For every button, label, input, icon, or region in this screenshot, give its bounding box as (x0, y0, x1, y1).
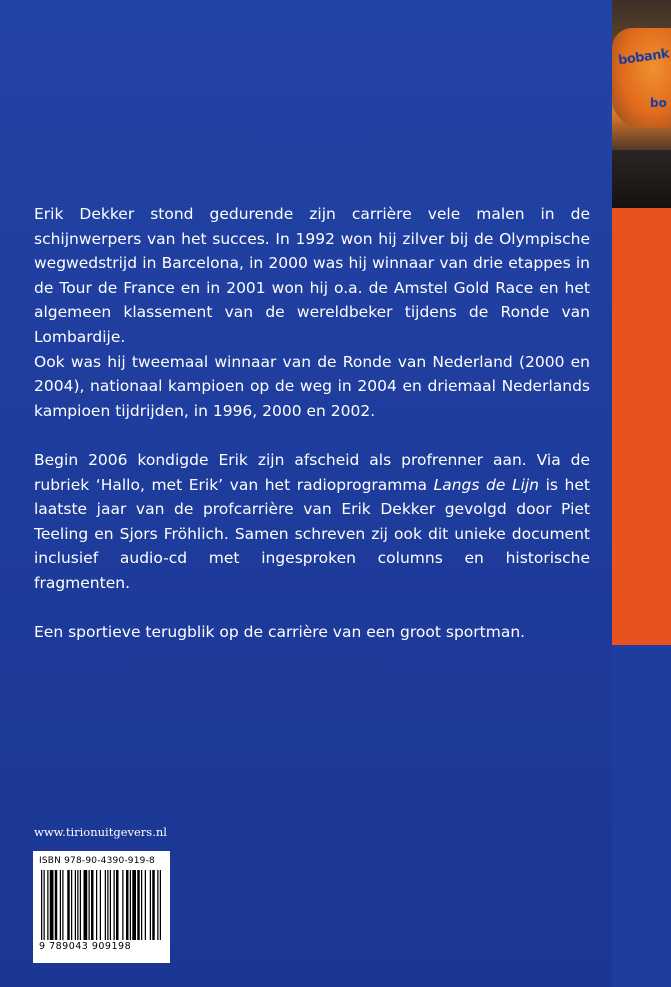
barcode-bar (137, 870, 140, 940)
blue-side-band (612, 645, 671, 987)
barcode-bar (89, 870, 90, 940)
barcode-bar (80, 870, 81, 940)
barcode-bar (44, 870, 45, 940)
blurb-paragraph-2 (34, 448, 590, 596)
orange-side-band (612, 208, 671, 645)
bike-shadow (612, 150, 671, 208)
jersey-logo-text-lower: bo (650, 96, 667, 110)
publisher-url: www.tirionuitgevers.nl (34, 825, 167, 839)
barcode-bar (41, 870, 42, 940)
barcode-bar (107, 870, 108, 940)
jersey-logo-text: bobank (617, 46, 671, 69)
isbn-barcode-box (33, 851, 170, 963)
barcode-bar (105, 870, 106, 940)
barcode-bar (152, 870, 155, 940)
barcode-bar (110, 870, 111, 940)
blurb-paragraph-1b: Ook was hij tweemaal winnaar van de Ronde van Nederland (2000 en 2004), nationaal kampioen op de weg in 2004 en driemaal Nederlands kampioen tijdrijden, in 1996, 2000 en 2002. (34, 352, 590, 420)
blurb-paragraph-3: Een sportieve terugblik op de carrière van een groot sportman. (34, 623, 526, 642)
barcode-bar (71, 870, 72, 940)
barcode-bar (116, 870, 119, 940)
barcode-bar (50, 870, 54, 940)
blurb-paragraph-2-end: is het laatste jaar van de profcarrière van Erik Dekker gevolgd door Piet Teeling en Sjors Fröhlich. Samen schreven zij ook dit unieke document inclusief audio-cd met ingesproken columns en historische fragmenten. (34, 475, 590, 592)
orange-jersey (612, 28, 671, 128)
barcode-bar (67, 870, 70, 940)
isbn-label: ISBN 978-90-4390-919-8 (39, 856, 155, 866)
barcode-bar (91, 870, 94, 940)
barcode-bar (157, 870, 158, 940)
barcode-bar (55, 870, 58, 940)
blurb-paragraph-1a: Erik Dekker stond gedurende zijn carrière vele malen in de schijnwerpers van het succes. In 1992 won hij zilver bij de Olympische wegwedstrijd in Barcelona, in 2000 was hij winnaar van drie etappes in de Tour de France en in 2001 won hij o.a. de Amstel Gold Race en het algemeen klassement van de wereldbeker tijdens de Ronde van Lombardije. (34, 205, 590, 346)
barcode-bar (114, 870, 115, 940)
barcode-bar (84, 870, 88, 940)
barcode-bar (96, 870, 97, 940)
cyclist-photo-strip (612, 0, 671, 208)
barcode-bar (160, 870, 161, 940)
barcode-bar (122, 870, 123, 940)
barcode-bar (150, 870, 151, 940)
barcode-bar (77, 870, 78, 940)
barcode-bar (141, 870, 142, 940)
barcode-bar (60, 870, 61, 940)
barcode-bar (100, 870, 101, 940)
back-cover-blurb (34, 202, 590, 645)
barcode-bar (132, 870, 136, 940)
barcode-bars (39, 870, 164, 940)
barcode-digits: 9 789043 909198 (39, 941, 132, 952)
barcode-bar (75, 870, 76, 940)
blurb-paragraph-2-start: Begin 2006 kondigde Erik zijn afscheid als profrenner aan. Via de rubriek ‘Hallo, met Erik’ van het radioprogramma (34, 450, 590, 494)
barcode-bar (145, 870, 146, 940)
barcode-bar (130, 870, 131, 940)
barcode-bar (126, 870, 129, 940)
barcode-bar (62, 870, 63, 940)
barcode-bar (47, 870, 48, 940)
radio-programme-title: Langs de Lijn (433, 475, 540, 494)
